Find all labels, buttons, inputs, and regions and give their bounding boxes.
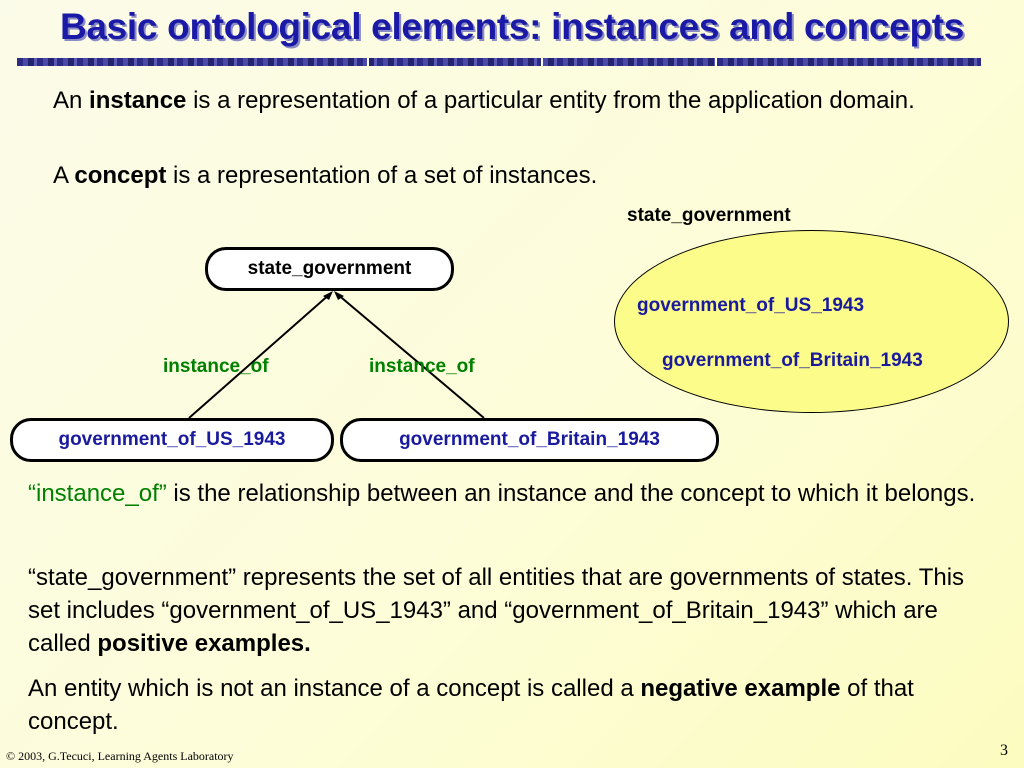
page-number: 3 [1000, 742, 1008, 759]
negative-example-term: negative example [640, 675, 841, 702]
instance-node-label: government_of_Britain_1943 [399, 429, 660, 450]
edge-label-instance-of: instance_of [163, 356, 269, 377]
positive-examples-explanation [28, 561, 978, 660]
positive-examples-term: positive examples. [97, 630, 311, 657]
negative-example-explanation [28, 672, 978, 738]
concept-set-ellipse [614, 230, 1009, 413]
set-label-state-government: state_government [627, 205, 791, 226]
negative-example-rest: of that concept. [28, 675, 914, 735]
set-member-us-1943: government_of_US_1943 [637, 295, 865, 316]
instance-def-rest: is a representation of a particular entity from the application domain. [186, 87, 915, 114]
negative-example-lead: An entity which is not an instance of a concept is called a [28, 675, 641, 702]
instance-term: instance [89, 87, 187, 114]
instance-of-explanation-rest: is the relationship between an instance and the concept to which it belongs. [166, 480, 976, 507]
instance-def-lead: An [53, 87, 90, 114]
instance-node-us-1943 [10, 418, 334, 462]
slide-title: Basic ontological elements: instances and concepts [59, 6, 965, 47]
set-member-britain-1943: government_of_Britain_1943 [662, 350, 923, 371]
edge-label-instance-of: instance_of [369, 356, 475, 377]
instance-of-term: “instance_of” [28, 480, 167, 507]
concept-def-rest: is a representation of a set of instances. [166, 162, 598, 189]
instance-node-britain-1943 [340, 418, 719, 462]
instance-node-label: government_of_US_1943 [58, 429, 286, 450]
concept-node-state-government [205, 247, 454, 291]
concept-term: concept [74, 162, 167, 189]
footer-copyright: © 2003, G.Tecuci, Learning Agents Laboratory [6, 749, 234, 763]
concept-node-label: state_government [247, 258, 412, 279]
instance-of-explanation [28, 477, 978, 510]
positive-examples-lead: “state_government” represents the set of all entities that are governments of states. This set includes “government_of_US_1943” and “government_of_Britain_1943” which are called [28, 564, 965, 657]
concept-def-lead: A [53, 162, 75, 189]
